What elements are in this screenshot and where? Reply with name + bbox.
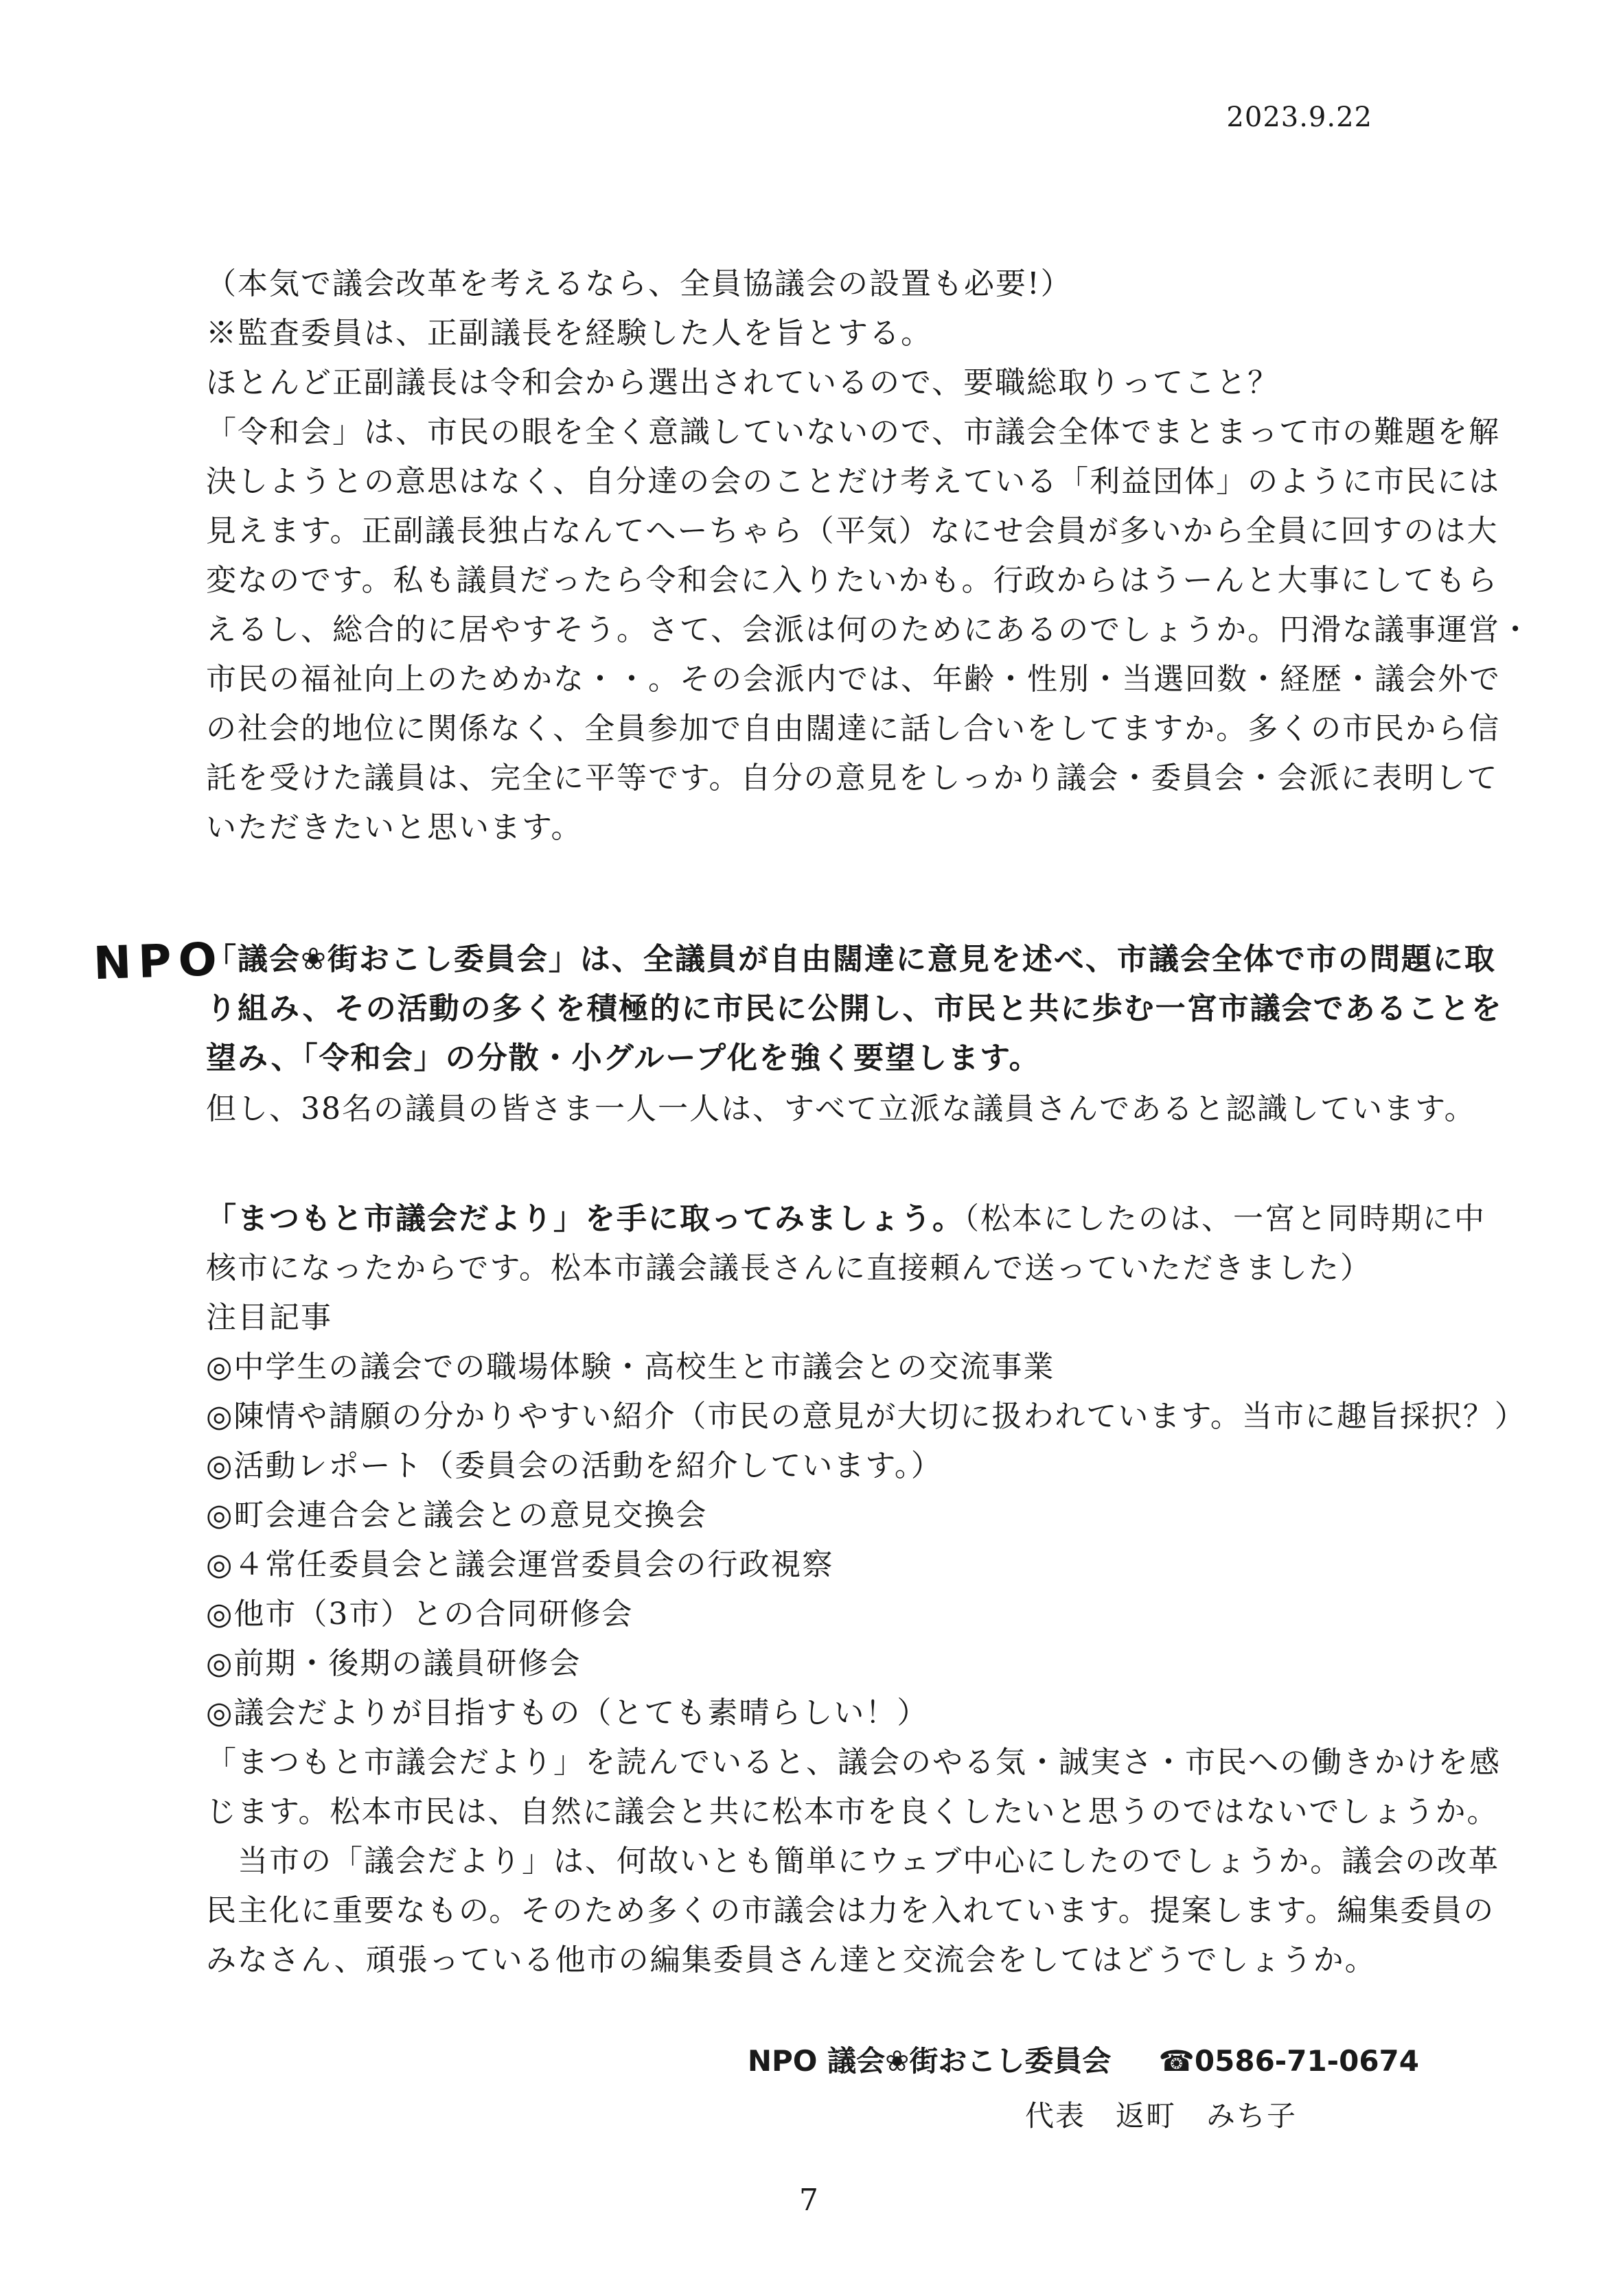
paragraph-line: えるし、総合的に居やすそう。さて、会派は何のためにあるのでしょうか。円滑な議事運営・ (206, 612, 1532, 647)
articles-heading: 注目記事 (206, 1300, 332, 1335)
article-item: ◎中学生の議会での職場体験・高校生と市議会との交流事業 (206, 1349, 1055, 1384)
paragraph-line: いただきたいと思います。 (206, 810, 583, 845)
paragraph-line: 託を受けた議員は、完全に平等です。自分の意見をしっかり議会・委員会・会派に表明して (206, 761, 1499, 796)
paragraph-line: 市民の福祉向上のためかな・・。その会派内では、年齢・性別・当選回数・経歴・議会外で (206, 662, 1501, 697)
article-item: ◎陳情や請願の分かりやすい紹介（市民の意見が大切に扱われています。当市に趣旨採択？） (206, 1399, 1526, 1434)
paragraph-line: の社会的地位に関係なく、全員参加で自由闊達に話し合いをしてますか。多くの市民から信 (206, 711, 1501, 746)
paragraph-line: 核市になったからです。松本市議会議長さんに直接頼んで送っていただきました） (206, 1251, 1372, 1286)
matsumoto-bold-text: 「まつもと市議会だより」を手に取ってみましょう。 (206, 1201, 964, 1236)
bold-statement-line: 「議会❀街おこし委員会」は、全議員が自由闊達に意見を述べ、市議会全体で市の問題に取 (206, 942, 1496, 977)
article-item: ◎議会だよりが目指すもの（とても素晴らしい！） (206, 1695, 929, 1730)
npo-handwritten-label: NPO (92, 932, 225, 990)
signature-representative: 代表 返町 みち子 (1024, 2099, 1297, 2133)
phone-number: ☎0586-71-0674 (1158, 2044, 1419, 2078)
article-item: ◎活動レポート（委員会の活動を紹介しています。） (206, 1448, 943, 1483)
page-number: 7 (799, 2183, 818, 2218)
document-date: 2023.9.22 (1226, 102, 1372, 133)
article-item: ◎町会連合会と議会との意見交換会 (206, 1498, 708, 1533)
paragraph-line: ※監査委員は、正副議長を経験した人を旨とする。 (206, 316, 932, 351)
paragraph-line: ほとんど正副議長は令和会から選出されているので、要職総取りってこと？ (206, 365, 1280, 400)
signature-org (748, 2039, 1419, 2080)
article-item: ◎前期・後期の議員研修会 (206, 1646, 582, 1681)
closing-line: 「まつもと市議会だより」を読んでいると、議会のやる気・誠実さ・市民への働きかけを感 (206, 1745, 1501, 1780)
closing-line: 民主化に重要なもの。そのため多くの市議会は力を入れています。提案します。編集委員の (206, 1893, 1495, 1928)
note-line: 但し、38名の議員の皆さま一人一人は、すべて立派な議員さんであると認識しています。 (206, 1091, 1476, 1126)
closing-line: 当市の「議会だより」は、何故いとも簡単にウェブ中心にしたのでしょうか。議会の改革 (206, 1844, 1500, 1879)
organization-name: NPO 議会❀街おこし委員会 (747, 2044, 1112, 2078)
closing-line: じます。松本市民は、自然に議会と共に松本市を良くしたいと思うのではないでしょうか。 (206, 1794, 1499, 1829)
paragraph-line: 「令和会」は、市民の眼を全く意識していないので、市議会全体でまとまって市の難題を解 (206, 415, 1501, 450)
paragraph-line: 決しようとの意思はなく、自分達の会のことだけ考えている「利益団体」のように市民には (206, 464, 1501, 499)
bold-statement-line: り組み、その活動の多くを積極的に市民に公開し、市民と共に歩む一宮市議会であることを (206, 991, 1503, 1026)
article-item: ◎他市（3市）との合同研修会 (206, 1597, 634, 1632)
bold-statement-line: 望み、「令和会」の分散・小グループ化を強く要望します。 (206, 1041, 1041, 1076)
paragraph-line: 見えます。正副議長独占なんてへーちゃら（平気）なにせ会員が多いから全員に回すのは大 (206, 513, 1499, 548)
paragraph-line: 変なのです。私も議員だったら令和会に入りたいかも。行政からはうーんと大事にしてもら (206, 563, 1499, 598)
matsumoto-intro-line (206, 1194, 1486, 1244)
paragraph-line: （本気で議会改革を考えるなら、全員協議会の設置も必要!） (206, 266, 1072, 301)
article-item: ◎４常任委員会と議会運営委員会の行政視察 (206, 1547, 834, 1582)
matsumoto-rest-text: （松本にしたのは、一宮と同時期に中 (964, 1201, 1486, 1236)
closing-line: みなさん、頑張っている他市の編集委員さん達と交流会をしてはどうでしょうか。 (206, 1943, 1377, 1978)
